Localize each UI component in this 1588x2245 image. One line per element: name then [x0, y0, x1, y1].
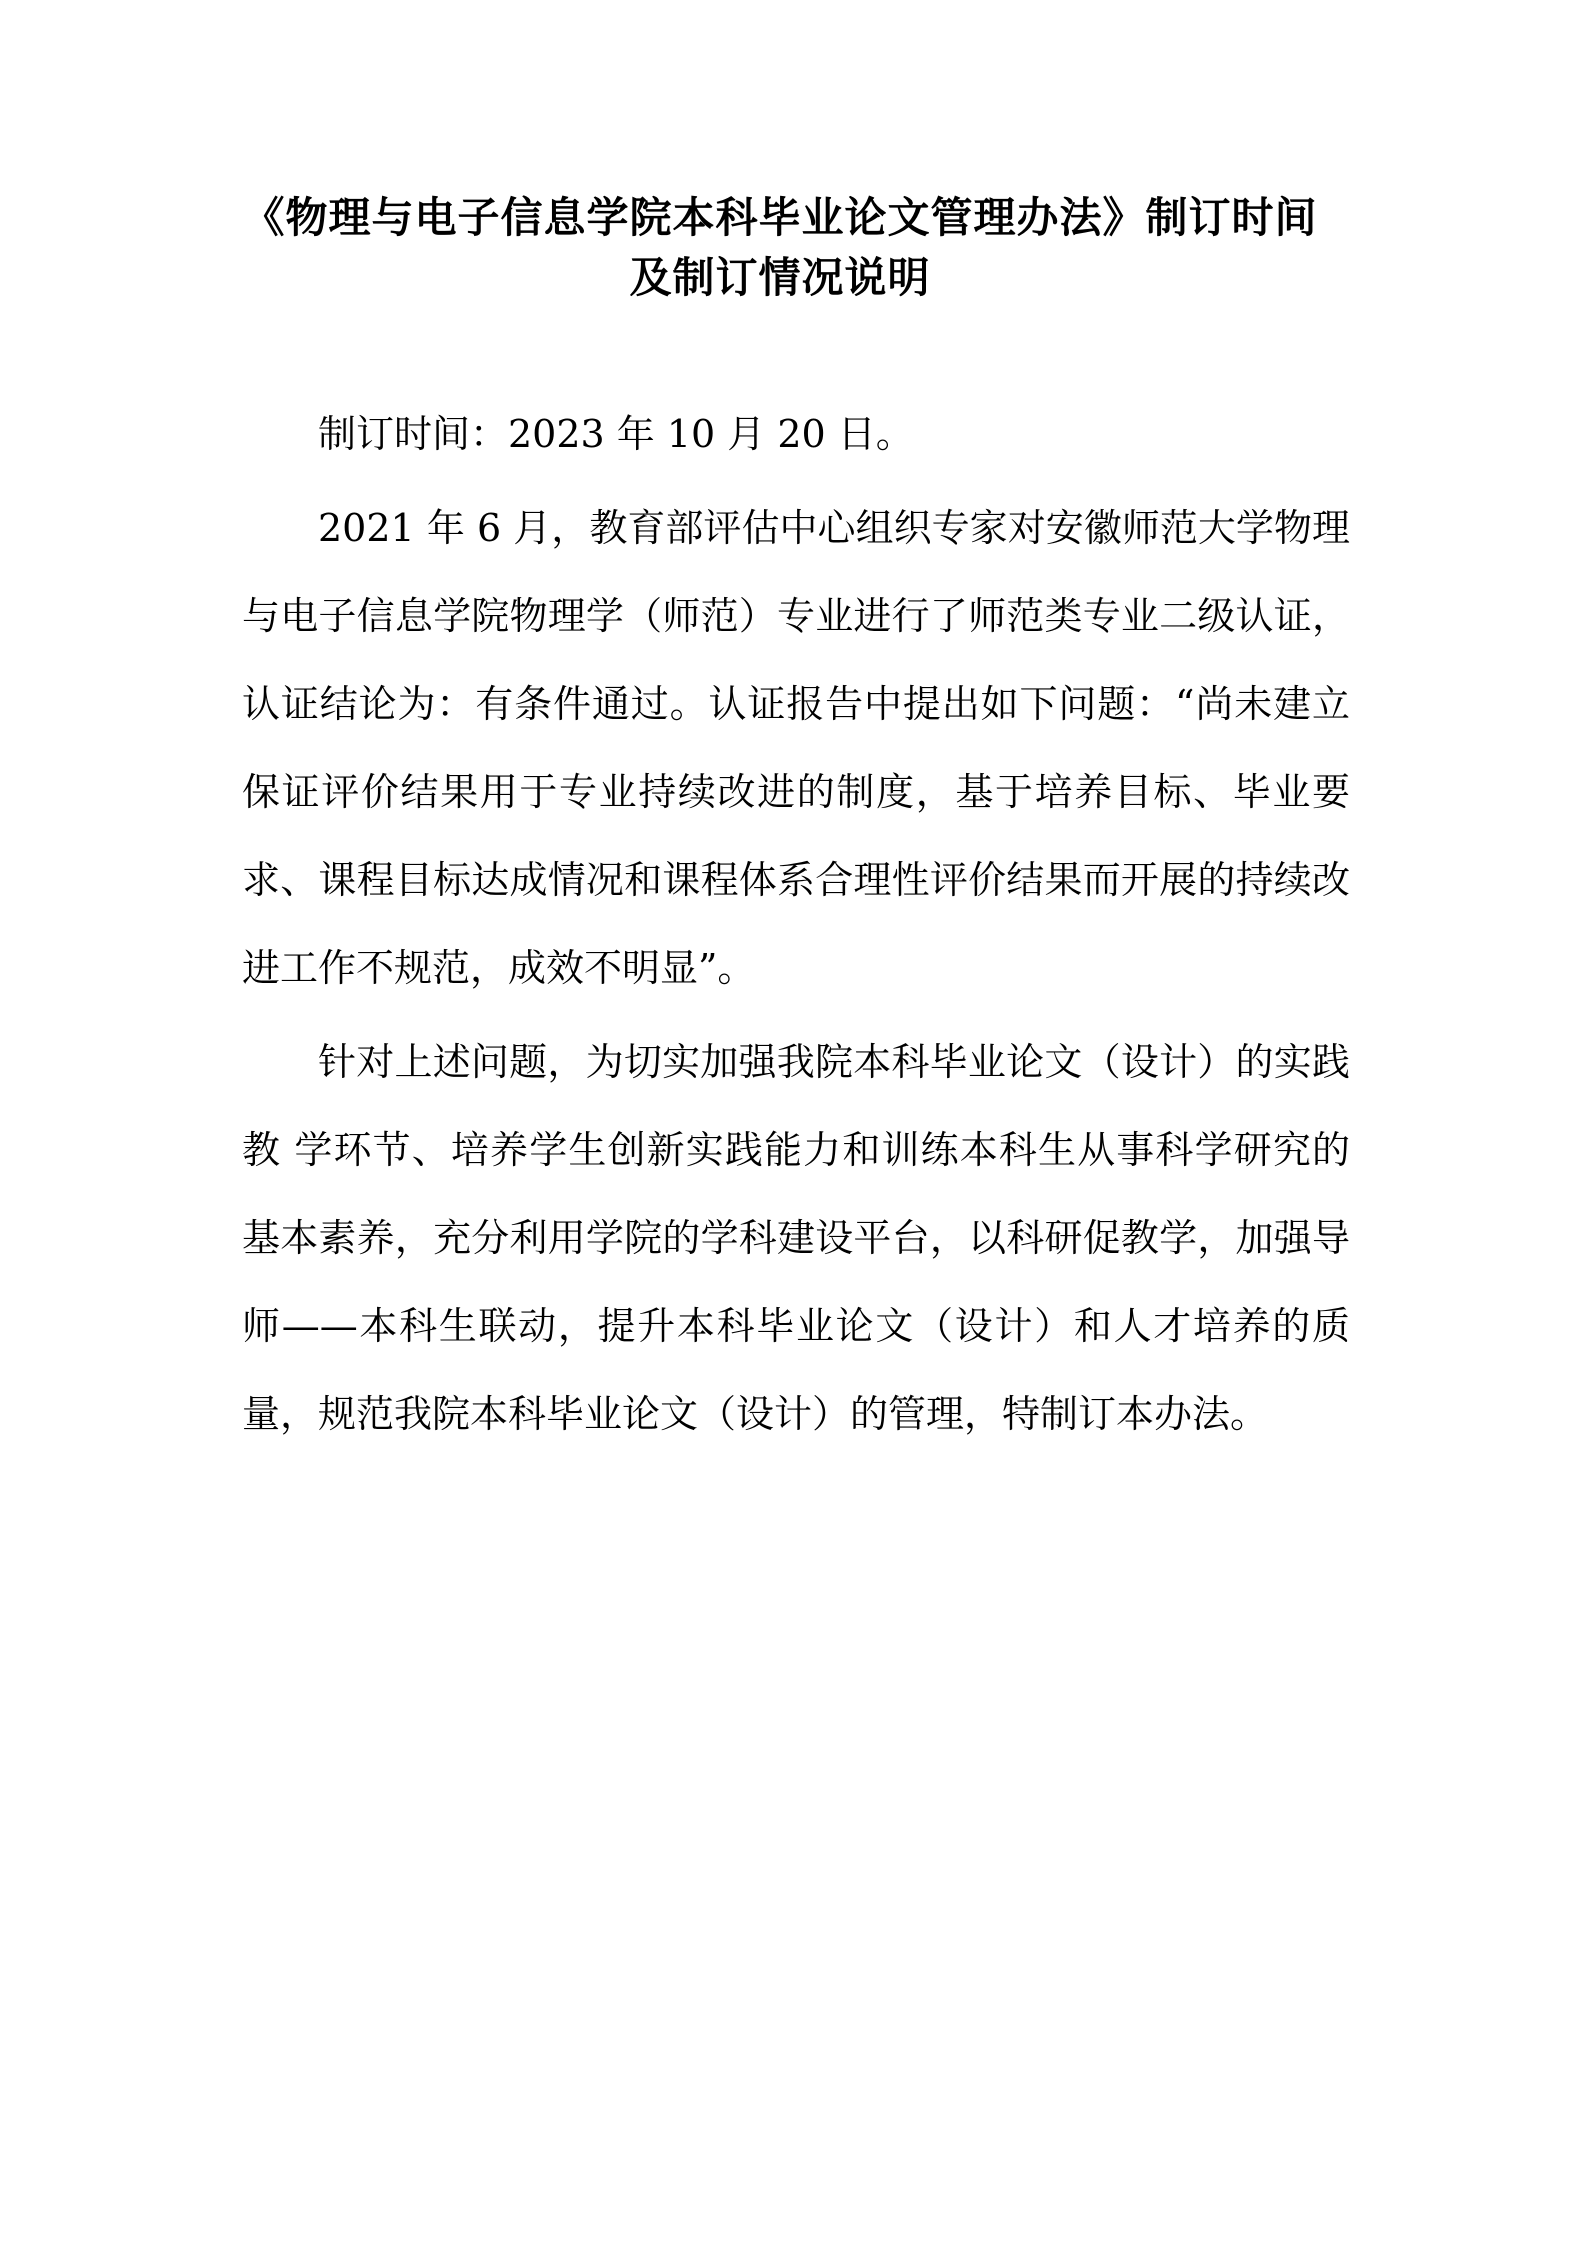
paragraph-purpose: 针对上述问题，为切实加强我院本科毕业论文（设计）的实践教 学环节、培养学生创新实践能力和训练本科生从事科学研究的基本素养，充分利用学院的学科建设平台，以科研促教学，加强导师——本科生联动，提升本科毕业论文（设计）和人才培养的质量，规范我院本科毕业论文（设计）的管理，特制订本办法。: [242, 1040, 1350, 1436]
paragraph-date: 制订时间：2023 年 10 月 20 日。: [318, 412, 914, 456]
document-title: [220, 188, 1340, 308]
title-line-2: 及制订情况说明: [629, 253, 931, 302]
paragraph-background: 2021 年 6 月，教育部评估中心组织专家对安徽师范大学物理与电子信息学院物理学（师范）专业进行了师范类专业二级认证，认证结论为：有条件通过。认证报告中提出如下问题：“尚未建立保证评价结果用于专业持续改进的制度，基于培养目标、毕业要求、课程目标达成情况和课程体系合理性评价结果而开展的持续改进工作不规范，成效不明显”。: [242, 506, 1350, 990]
title-line-1: 《物理与电子信息学院本科毕业论文管理办法》制订时间: [242, 193, 1318, 242]
document-body: [242, 390, 1350, 1464]
